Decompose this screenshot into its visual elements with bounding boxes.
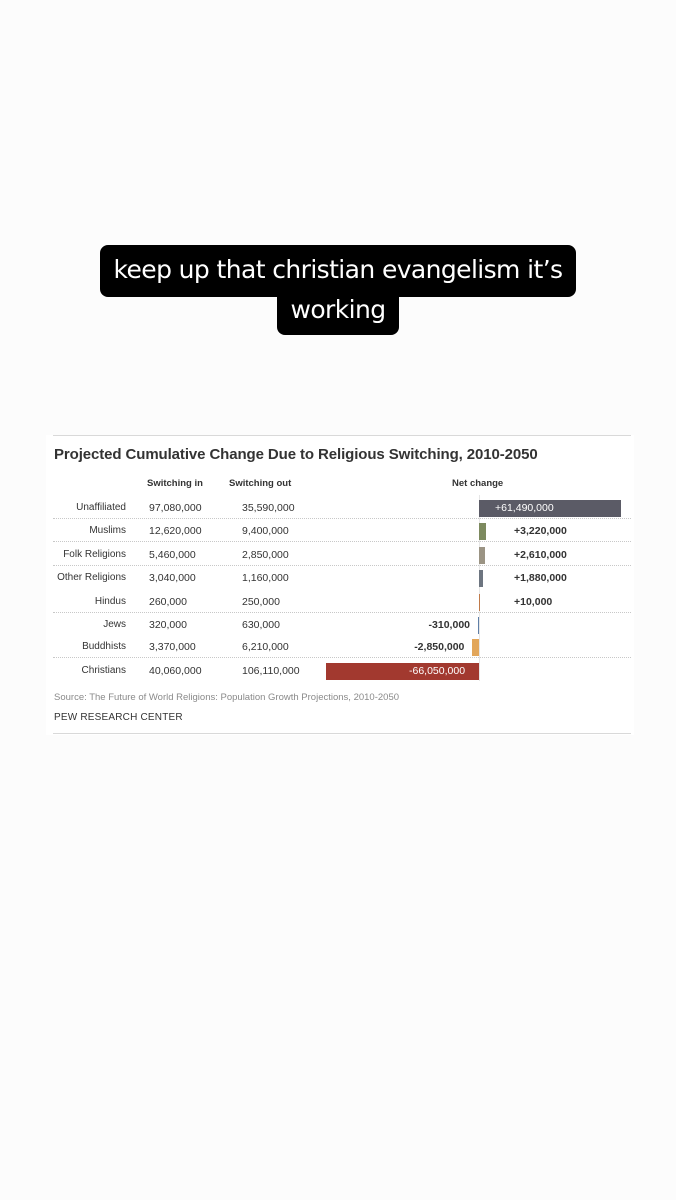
religion-label: Unaffiliated xyxy=(76,502,126,513)
table-row xyxy=(46,567,634,589)
religion-label: Buddhists xyxy=(82,641,126,652)
switching-in-value: 3,370,000 xyxy=(149,641,196,653)
religion-label: Christians xyxy=(81,665,126,676)
table-row xyxy=(46,614,634,636)
switching-out-value: 2,850,000 xyxy=(242,549,289,561)
caption-line-1: keep up that christian evangelism it’s xyxy=(100,245,577,297)
table-row xyxy=(46,544,634,566)
switching-out-value: 250,000 xyxy=(242,596,280,608)
switching-out-value: 6,210,000 xyxy=(242,641,289,653)
switching-in-value: 260,000 xyxy=(149,596,187,608)
net-change-bar xyxy=(478,617,479,634)
switching-in-value: 97,080,000 xyxy=(149,502,202,514)
switching-out-value: 106,110,000 xyxy=(242,665,300,677)
row-divider xyxy=(53,565,631,566)
story-caption xyxy=(0,245,676,335)
row-divider xyxy=(53,612,631,613)
net-change-label: +61,490,000 xyxy=(495,502,554,514)
net-change-bar xyxy=(479,570,483,587)
header-switching-out: Switching out xyxy=(229,478,292,489)
religion-label: Muslims xyxy=(89,525,126,536)
table-row xyxy=(46,660,634,682)
net-change-bar xyxy=(479,594,480,611)
religion-label: Jews xyxy=(103,619,126,630)
chart-title: Projected Cumulative Change Due to Religious Switching, 2010-2050 xyxy=(54,446,538,463)
switching-in-value: 40,060,000 xyxy=(149,665,202,677)
net-change-bar xyxy=(479,523,486,540)
switching-in-value: 5,460,000 xyxy=(149,549,196,561)
chart-org: PEW RESEARCH CENTER xyxy=(54,712,183,723)
switching-in-value: 12,620,000 xyxy=(149,525,202,537)
row-divider xyxy=(53,657,631,658)
net-change-label: +3,220,000 xyxy=(514,525,567,537)
net-change-label: -310,000 xyxy=(428,619,470,631)
switching-in-value: 320,000 xyxy=(149,619,187,631)
net-change-label: +2,610,000 xyxy=(514,549,567,561)
net-change-label: -66,050,000 xyxy=(409,665,466,677)
religion-label: Hindus xyxy=(94,596,126,607)
switching-in-value: 3,040,000 xyxy=(149,572,196,584)
table-row xyxy=(46,520,634,542)
chart-source: Source: The Future of World Religions: Population Growth Projections, 2010-2050 xyxy=(54,692,400,703)
table-row xyxy=(46,636,634,658)
header-net-change: Net change xyxy=(452,478,504,489)
caption-line-2: working xyxy=(277,289,400,335)
switching-out-value: 630,000 xyxy=(242,619,280,631)
switching-out-value: 9,400,000 xyxy=(242,525,289,537)
net-change-label: +10,000 xyxy=(514,596,553,608)
net-change-bar xyxy=(472,639,479,656)
net-change-label: -2,850,000 xyxy=(414,641,465,653)
net-change-bar xyxy=(479,547,485,564)
bottom-divider xyxy=(53,733,631,734)
table-row xyxy=(46,591,634,613)
header-switching-in: Switching in xyxy=(147,478,203,489)
row-divider xyxy=(53,541,631,542)
switching-out-value: 35,590,000 xyxy=(242,502,295,514)
religion-label: Other Religions xyxy=(57,572,126,583)
table-row xyxy=(46,497,634,519)
chart-image xyxy=(46,435,634,735)
switching-out-value: 1,160,000 xyxy=(242,572,289,584)
top-divider xyxy=(53,435,631,436)
row-divider xyxy=(53,518,631,519)
religion-label: Folk Religions xyxy=(63,549,126,560)
net-change-label: +1,880,000 xyxy=(514,572,567,584)
